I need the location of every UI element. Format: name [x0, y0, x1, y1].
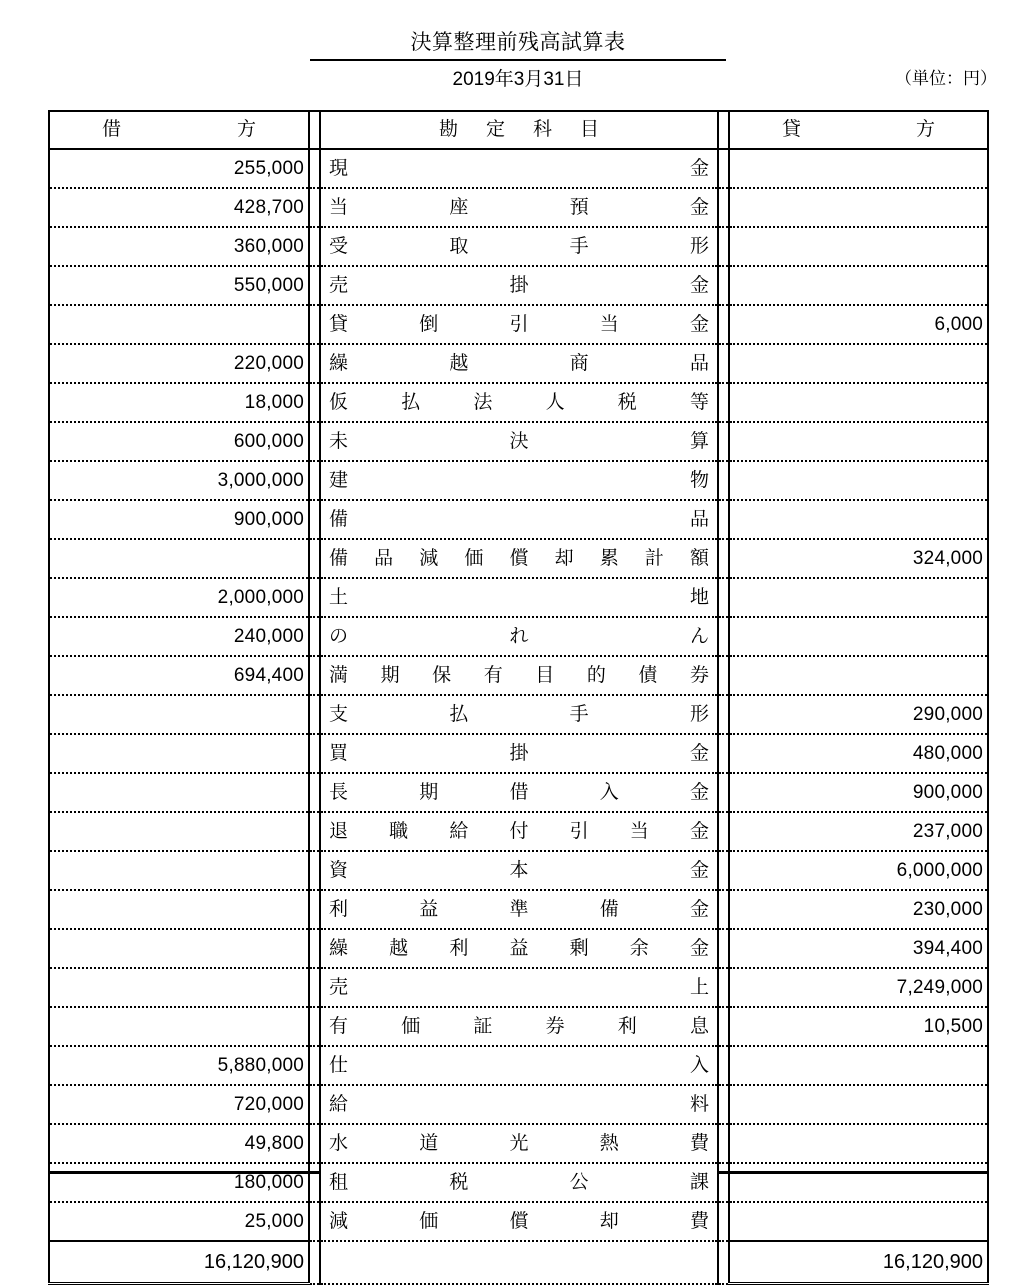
rule-debit-account — [309, 734, 320, 773]
rule-account-credit — [718, 1202, 729, 1241]
rule-account-credit — [718, 812, 729, 851]
rule-debit-account — [309, 773, 320, 812]
rule-account-credit — [718, 890, 729, 929]
rule-account-credit — [718, 1085, 729, 1124]
table-row — [49, 383, 988, 422]
account-label: 売 掛 金 — [329, 275, 710, 296]
cell-account — [320, 383, 718, 422]
cell-account — [320, 149, 718, 188]
cell-debit: 255,000 — [49, 149, 309, 188]
cell-debit — [49, 305, 309, 344]
rule-debit-account — [309, 344, 320, 383]
cell-credit — [729, 617, 988, 656]
cell-account — [320, 305, 718, 344]
closing-rule-debit — [48, 1171, 319, 1174]
cell-credit — [729, 1124, 988, 1163]
column-header-account — [320, 111, 718, 149]
rule-debit-account — [309, 461, 320, 500]
table-row — [49, 539, 988, 578]
account-label: 当 座 預 金 — [329, 197, 709, 218]
table-row — [49, 1124, 988, 1163]
rule-debit-account — [309, 656, 320, 695]
table-row — [49, 1163, 988, 1202]
cell-account — [320, 968, 718, 1007]
cell-debit — [49, 851, 309, 890]
cell-credit — [729, 422, 988, 461]
cell-debit — [49, 929, 309, 968]
table-row — [49, 578, 988, 617]
table-row — [49, 1046, 988, 1085]
column-header-debit-label: 借 方 — [102, 119, 256, 140]
rule-account-credit — [718, 383, 729, 422]
rule-account-credit — [718, 929, 729, 968]
rule-account-credit — [718, 500, 729, 539]
rule-debit-account — [309, 111, 320, 149]
cell-account — [320, 734, 718, 773]
cell-account — [320, 1046, 718, 1085]
total-row — [49, 1241, 988, 1284]
rule-debit-account — [309, 1163, 320, 1202]
rule-debit-account — [309, 851, 320, 890]
table-row — [49, 266, 988, 305]
cell-debit: 18,000 — [49, 383, 309, 422]
table-row — [49, 695, 988, 734]
account-label: 土 地 — [329, 587, 709, 608]
rule-debit-account — [309, 266, 320, 305]
account-label: 資 本 金 — [329, 860, 710, 881]
rule-debit-account — [309, 1124, 320, 1163]
cell-debit: 5,880,000 — [49, 1046, 309, 1085]
rule-debit-account — [309, 812, 320, 851]
cell-account — [320, 539, 718, 578]
closing-rule-credit — [717, 1171, 987, 1174]
account-label: の れ ん — [329, 626, 710, 647]
cell-credit — [729, 149, 988, 188]
cell-debit — [49, 968, 309, 1007]
cell-account — [320, 773, 718, 812]
account-label: 受 取 手 形 — [329, 236, 709, 257]
account-label: 貸 倒 引 当 金 — [329, 314, 710, 335]
table-row — [49, 149, 988, 188]
rule-account-credit — [718, 1046, 729, 1085]
account-label: 現 金 — [329, 158, 709, 179]
rule-account-credit — [718, 695, 729, 734]
rule-account-credit — [718, 461, 729, 500]
cell-credit: 290,000 — [729, 695, 988, 734]
cell-account — [320, 500, 718, 539]
cell-credit: 6,000,000 — [729, 851, 988, 890]
column-header-account-label: 勘 定 科 目 — [439, 119, 600, 140]
account-label: 減 価 償 却 費 — [329, 1211, 710, 1232]
rule-debit-account — [309, 968, 320, 1007]
cell-account — [320, 266, 718, 305]
cell-credit — [729, 500, 988, 539]
rule-debit-account — [309, 500, 320, 539]
rule-account-credit — [718, 773, 729, 812]
cell-debit: 25,000 — [49, 1202, 309, 1241]
cell-account — [320, 851, 718, 890]
table-row — [49, 227, 988, 266]
rule-debit-account — [309, 227, 320, 266]
rule-debit-account — [309, 617, 320, 656]
cell-account — [320, 1085, 718, 1124]
rule-account-credit — [718, 344, 729, 383]
cell-account — [320, 656, 718, 695]
rule-account-credit — [718, 578, 729, 617]
account-label: 売 上 — [329, 977, 709, 998]
cell-credit: 324,000 — [729, 539, 988, 578]
cell-debit: 240,000 — [49, 617, 309, 656]
table-row — [49, 1202, 988, 1241]
account-label: 退 職 給 付 引 当 金 — [329, 821, 709, 842]
table-row — [49, 851, 988, 890]
table-row — [49, 617, 988, 656]
rule-account-credit — [718, 422, 729, 461]
table-row — [49, 1085, 988, 1124]
cell-debit — [49, 812, 309, 851]
account-label: 水 道 光 熱 費 — [329, 1133, 710, 1154]
cell-account — [320, 812, 718, 851]
rule-debit-account — [309, 149, 320, 188]
rule-debit-account — [309, 188, 320, 227]
cell-account — [320, 578, 718, 617]
page-title: 決算整理前残高試算表 — [310, 30, 726, 61]
cell-debit: 220,000 — [49, 344, 309, 383]
cell-debit: 694,400 — [49, 656, 309, 695]
cell-account — [320, 695, 718, 734]
column-header-credit-label: 貸 方 — [782, 119, 935, 140]
table-row — [49, 773, 988, 812]
cell-debit: 550,000 — [49, 266, 309, 305]
cell-credit — [729, 383, 988, 422]
cell-account — [320, 617, 718, 656]
cell-account — [320, 890, 718, 929]
cell-credit — [729, 1202, 988, 1241]
rule-debit-account — [309, 1046, 320, 1085]
cell-credit — [729, 656, 988, 695]
account-label: 支 払 手 形 — [329, 704, 709, 725]
account-label: 利 益 準 備 金 — [329, 899, 710, 920]
cell-debit: 900,000 — [49, 500, 309, 539]
cell-account — [320, 461, 718, 500]
cell-credit — [729, 344, 988, 383]
rule-account-credit — [718, 1007, 729, 1046]
table-row — [49, 929, 988, 968]
table-row — [49, 890, 988, 929]
account-label: 繰 越 商 品 — [329, 353, 709, 374]
account-label: 有 価 証 券 利 息 — [329, 1016, 709, 1037]
cell-account — [320, 929, 718, 968]
cell-debit — [49, 1007, 309, 1046]
account-label: 仕 入 — [329, 1055, 709, 1076]
cell-account — [320, 227, 718, 266]
total-debit: 16,120,900 — [49, 1241, 309, 1284]
table-row — [49, 656, 988, 695]
rule-account-credit — [718, 305, 729, 344]
cell-credit: 480,000 — [729, 734, 988, 773]
table-footer — [49, 1241, 988, 1284]
table-row — [49, 500, 988, 539]
cell-account — [320, 344, 718, 383]
rule-debit-account — [309, 422, 320, 461]
cell-credit: 237,000 — [729, 812, 988, 851]
table-header — [49, 111, 988, 149]
account-label: 建 物 — [329, 470, 709, 491]
rule-account-credit-total — [718, 1241, 729, 1284]
cell-account — [320, 1007, 718, 1046]
cell-debit — [49, 773, 309, 812]
rule-debit-account — [309, 539, 320, 578]
rule-debit-account — [309, 890, 320, 929]
table-row — [49, 812, 988, 851]
cell-debit — [49, 890, 309, 929]
table-row — [49, 461, 988, 500]
rule-debit-account-total — [309, 1241, 320, 1284]
header-row — [49, 111, 988, 149]
account-label: 満 期 保 有 目 的 債 券 — [329, 665, 709, 686]
account-label: 給 料 — [329, 1094, 709, 1115]
cell-debit: 360,000 — [49, 227, 309, 266]
table-row — [49, 968, 988, 1007]
rule-debit-account — [309, 305, 320, 344]
unit-note: （単位：円） — [895, 69, 997, 88]
rule-debit-account — [309, 1085, 320, 1124]
cell-debit — [49, 695, 309, 734]
table-body — [49, 149, 988, 1241]
cell-credit: 10,500 — [729, 1007, 988, 1046]
cell-credit — [729, 266, 988, 305]
rule-debit-account — [309, 695, 320, 734]
cell-credit — [729, 461, 988, 500]
account-label: 租 税 公 課 — [329, 1172, 709, 1193]
table-row — [49, 188, 988, 227]
trial-balance-table-wrapper — [48, 110, 987, 1285]
column-header-credit — [729, 111, 988, 149]
cell-credit — [729, 1085, 988, 1124]
cell-credit: 900,000 — [729, 773, 988, 812]
rule-account-credit — [718, 656, 729, 695]
rule-account-credit — [718, 968, 729, 1007]
rule-debit-account — [309, 1202, 320, 1241]
rule-debit-account — [309, 1007, 320, 1046]
cell-debit: 720,000 — [49, 1085, 309, 1124]
cell-debit: 3,000,000 — [49, 461, 309, 500]
account-label: 備 品 減 価 償 却 累 計 額 — [329, 548, 710, 569]
cell-credit — [729, 188, 988, 227]
cell-credit — [729, 1046, 988, 1085]
cell-account — [320, 1202, 718, 1241]
rule-account-credit — [718, 1163, 729, 1202]
table-row — [49, 1007, 988, 1046]
cell-debit: 428,700 — [49, 188, 309, 227]
account-label: 買 掛 金 — [329, 743, 710, 764]
cell-credit — [729, 227, 988, 266]
cell-debit: 600,000 — [49, 422, 309, 461]
cell-debit: 2,000,000 — [49, 578, 309, 617]
account-label: 繰 越 利 益 剰 余 金 — [329, 938, 709, 959]
rule-account-credit — [718, 734, 729, 773]
cell-account — [320, 1163, 718, 1202]
column-header-debit — [49, 111, 309, 149]
total-credit: 16,120,900 — [729, 1241, 988, 1284]
cell-credit: 394,400 — [729, 929, 988, 968]
table-row — [49, 344, 988, 383]
cell-debit: 49,800 — [49, 1124, 309, 1163]
cell-debit: 180,000 — [49, 1163, 309, 1202]
cell-credit — [729, 1163, 988, 1202]
title-block — [310, 30, 726, 95]
cell-credit — [729, 578, 988, 617]
account-label: 未 決 算 — [329, 431, 710, 452]
cell-account — [320, 1124, 718, 1163]
total-account-cell — [320, 1241, 718, 1284]
cell-debit — [49, 539, 309, 578]
rule-account-credit — [718, 1124, 729, 1163]
cell-account — [320, 422, 718, 461]
rule-debit-account — [309, 383, 320, 422]
rule-account-credit — [718, 539, 729, 578]
table-row — [49, 422, 988, 461]
cell-credit: 7,249,000 — [729, 968, 988, 1007]
rule-account-credit — [718, 266, 729, 305]
trial-balance-table — [48, 110, 989, 1285]
document-date: 2019年3月31日 — [452, 69, 584, 90]
rule-account-credit — [718, 149, 729, 188]
cell-credit: 6,000 — [729, 305, 988, 344]
rule-account-credit — [718, 617, 729, 656]
account-label: 仮 払 法 人 税 等 — [329, 392, 709, 413]
account-label: 備 品 — [329, 509, 709, 530]
account-label: 長 期 借 入 金 — [329, 782, 710, 803]
rule-account-credit — [718, 227, 729, 266]
rule-account-credit — [718, 851, 729, 890]
rule-debit-account — [309, 578, 320, 617]
table-row — [49, 305, 988, 344]
rule-account-credit — [718, 188, 729, 227]
cell-account — [320, 188, 718, 227]
table-row — [49, 734, 988, 773]
cell-debit — [49, 734, 309, 773]
rule-debit-account — [309, 929, 320, 968]
rule-account-credit — [718, 111, 729, 149]
cell-credit: 230,000 — [729, 890, 988, 929]
